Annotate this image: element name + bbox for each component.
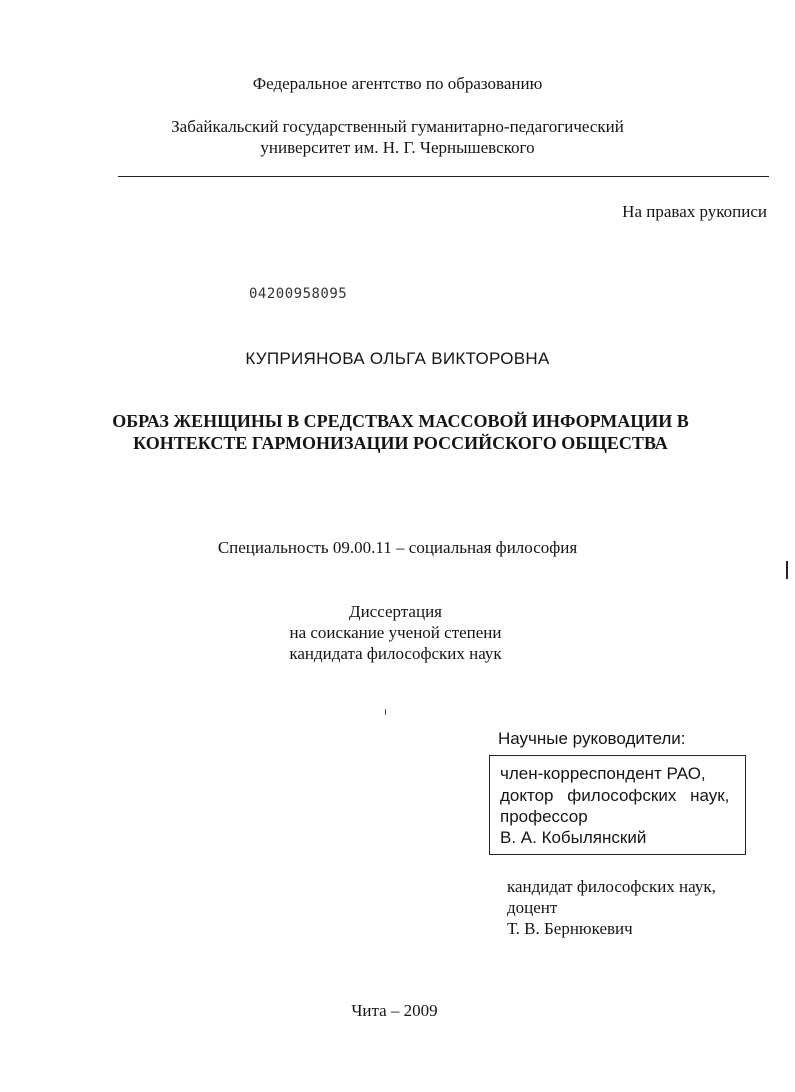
scan-artifact-mark	[786, 561, 788, 579]
scan-artifact-dot	[385, 709, 386, 715]
supervisor-two-name: Т. В. Бернюкевич	[507, 919, 633, 938]
degree-purpose-line: на соискание ученой степени	[289, 623, 502, 642]
supervisor-one-degree: доктор философских наук,	[500, 786, 730, 805]
dissertation-label: Диссертация	[348, 602, 442, 621]
thesis-title-line1: ОБРАЗ ЖЕНЩИНЫ В СРЕДСТВАХ МАССОВОЙ ИНФОРМАЦИИ В	[112, 411, 689, 431]
agency-name: Федеральное агентство по образованию	[252, 74, 543, 93]
supervisor-one-title: член-корреспондент РАО,	[500, 764, 706, 783]
supervisors-heading: Научные руководители:	[498, 729, 686, 748]
header-divider	[118, 176, 769, 177]
supervisor-one-rank: профессор	[500, 807, 588, 826]
supervisor-two-rank: доцент	[507, 898, 558, 917]
author-name: КУПРИЯНОВА ОЛЬГА ВИКТОРОВНА	[245, 349, 550, 368]
city-year: Чита – 2009	[351, 1001, 438, 1020]
supervisor-one-name: В. А. Кобылянский	[500, 828, 647, 847]
specialty-line: Специальность 09.00.11 – социальная философия	[217, 538, 578, 557]
manuscript-rights-note: На правах рукописи	[622, 202, 767, 221]
library-stamp-number: 04200958095	[249, 286, 348, 302]
degree-name-line: кандидата философских наук	[289, 644, 502, 663]
thesis-title-line2: КОНТЕКСТЕ ГАРМОНИЗАЦИИ РОССИЙСКОГО ОБЩЕСТВА	[133, 433, 668, 453]
university-name-line1: Забайкальский государственный гуманитарно-педагогический	[171, 117, 624, 136]
university-name-line2: университет им. Н. Г. Чернышевского	[260, 138, 535, 157]
supervisor-two-degree: кандидат философских наук,	[507, 877, 716, 896]
